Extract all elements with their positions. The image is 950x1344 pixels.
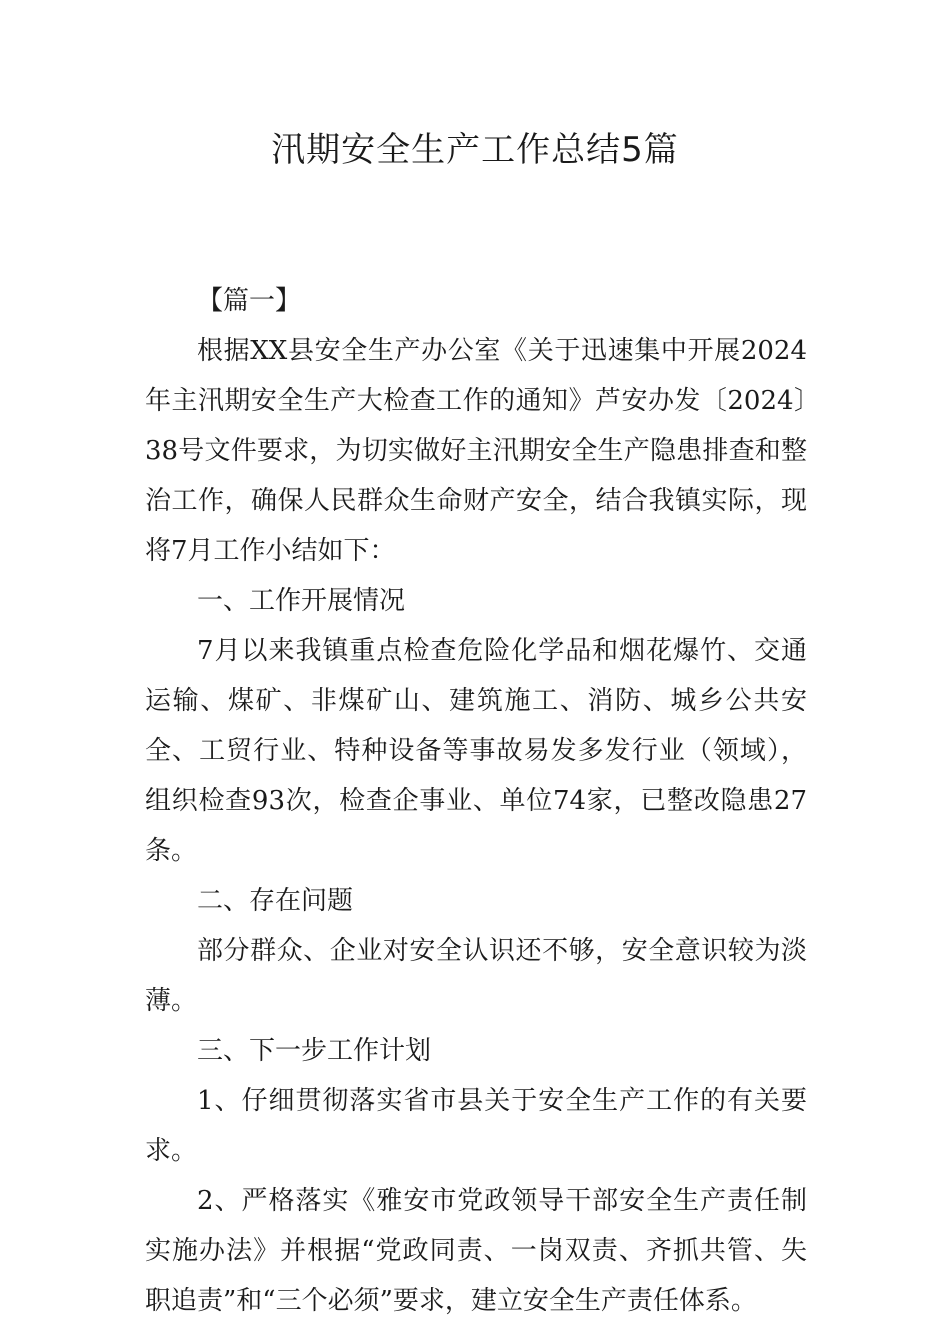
section-heading-next-plan: 三、下一步工作计划 (197, 1036, 432, 1066)
work-progress-paragraph: 7月以来我镇重点检查危险化学品和烟花爆竹、交通运输、煤矿、非煤矿山、建筑施工、消防、城乡公共安全、工贸行业、特种设备等事故易发多发行业（领域），组织检查93次，检查企事业、单位74家，已整改隐患27条。 (145, 636, 807, 866)
document-body (145, 276, 807, 1326)
section-heading-problems: 二、存在问题 (197, 886, 354, 916)
part-heading: 【篇一】 (197, 286, 302, 316)
document-title: 汛期安全生产工作总结5篇 (271, 130, 679, 170)
plan-item-2: 2、严格落实《雅安市党政领导干部安全生产责任制实施办法》并根据“党政同责、一岗双责、齐抓共管、失职追责”和“三个必须”要求，建立安全生产责任体系。 (145, 1186, 807, 1316)
problems-paragraph: 部分群众、企业对安全认识还不够，安全意识较为淡薄。 (145, 936, 807, 1016)
section-heading-work-progress: 一、工作开展情况 (197, 586, 406, 616)
intro-paragraph: 根据XX县安全生产办公室《关于迅速集中开展2024年主汛期安全生产大检查工作的通知》芦安办发〔2024〕38号文件要求，为切实做好主汛期安全生产隐患排查和整治工作，确保人民群众生命财产安全，结合我镇实际，现将7月工作小结如下： (145, 336, 807, 566)
plan-item-1: 1、仔细贯彻落实省市县关于安全生产工作的有关要求。 (145, 1086, 807, 1166)
